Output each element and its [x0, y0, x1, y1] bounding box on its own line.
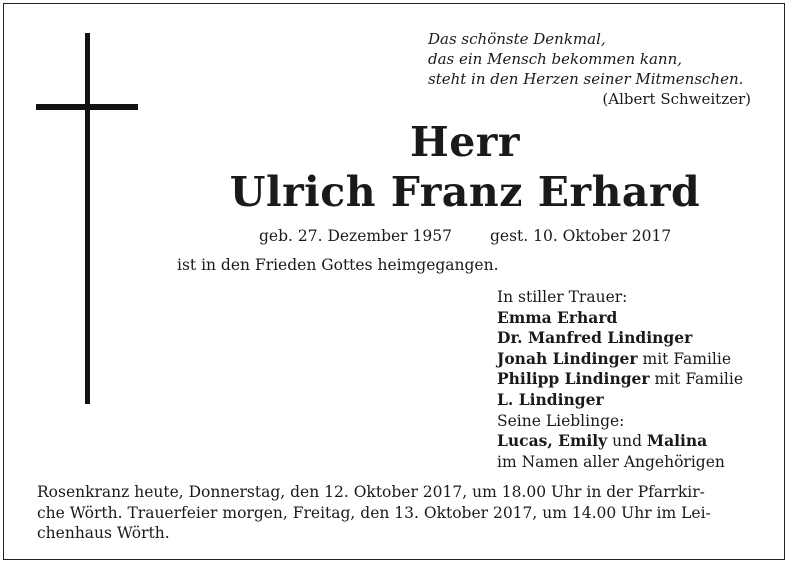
- mourner-name: L. Lindinger: [497, 389, 604, 409]
- honorific: Herr: [409, 118, 521, 166]
- quote-line: steht in den Herzen seiner Mitmenschen.: [428, 70, 744, 88]
- mourner-entry: [497, 349, 743, 370]
- birth-date: geb. 27. Dezember 1957: [259, 227, 452, 245]
- mourners-block: [497, 287, 743, 472]
- quote-line: das ein Mensch bekommen kann,: [428, 50, 683, 68]
- mourner-name: Emma Erhard: [497, 307, 618, 327]
- favorite-name: Malina: [646, 431, 708, 451]
- cross-horizontal-bar: [36, 104, 138, 110]
- life-dates: [259, 227, 671, 245]
- mourner-name: Dr. Manfred Lindinger: [497, 328, 693, 348]
- mourners-closing: im Namen aller Angehörigen: [497, 452, 725, 471]
- quote-line: Das schönste Denkmal,: [428, 30, 606, 48]
- service-line: chenhaus Wörth.: [37, 524, 170, 542]
- quote-author: (Albert Schweitzer): [602, 90, 751, 108]
- service-line: Rosenkranz heute, Donnerstag, den 12. Oktober 2017, um 18.00 Uhr in der Pfarrkir-: [37, 483, 705, 501]
- mourner-name: Jonah Lindinger: [497, 348, 638, 368]
- mourners-heading: In stiller Trauer:: [497, 288, 628, 306]
- cross-vertical-bar: [85, 33, 90, 404]
- favorite-names: Lucas, Emily: [497, 431, 608, 451]
- favorites-entry: [497, 431, 743, 452]
- quote: [428, 29, 743, 89]
- passed-text: ist in den Frieden Gottes heimgegangen.: [177, 256, 499, 274]
- death-date: gest. 10. Oktober 2017: [489, 227, 672, 245]
- service-details: [37, 482, 753, 544]
- favorites-conjunction: und: [607, 432, 647, 451]
- favorites-label: Seine Lieblinge:: [497, 411, 625, 430]
- mourner-name: Philipp Lindinger: [497, 369, 650, 389]
- deceased-name: Ulrich Franz Erhard: [229, 168, 701, 216]
- mourner-entry: [497, 369, 743, 390]
- mourner-suffix: mit Familie: [649, 370, 744, 389]
- mourner-suffix: mit Familie: [637, 349, 732, 368]
- service-line: che Wörth. Trauerfeier morgen, Freitag, den 13. Oktober 2017, um 14.00 Uhr im Lei-: [37, 503, 711, 522]
